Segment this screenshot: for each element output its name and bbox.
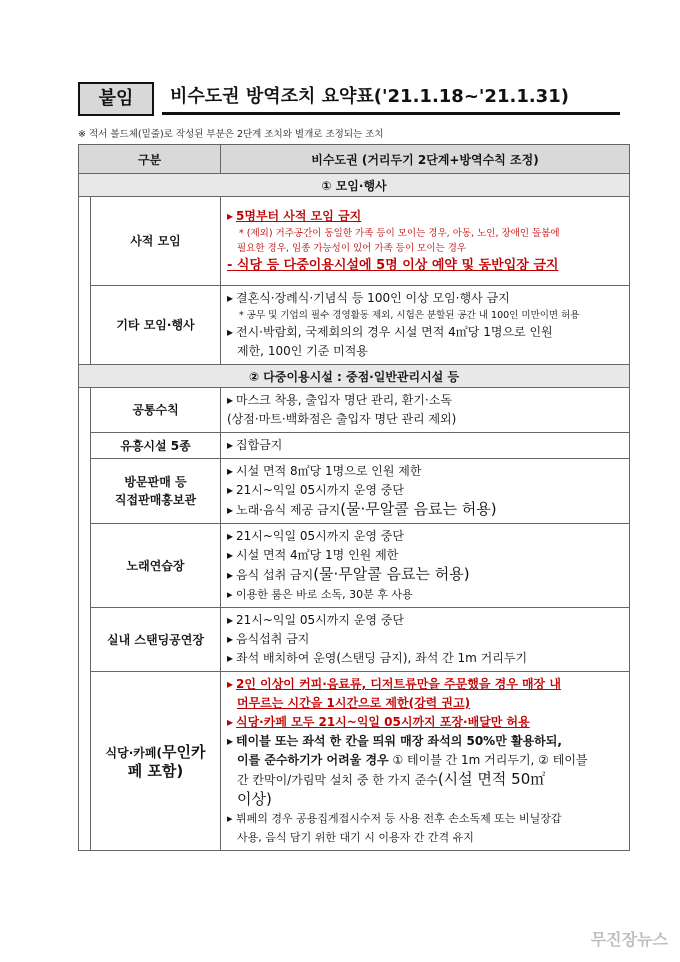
content-line: ▸ 시설 면적 4㎡당 1명 인원 제한 — [227, 548, 399, 562]
row-label: 기타 모임·행사 — [91, 286, 221, 365]
row-content — [221, 286, 630, 365]
content-line: 필요한 경우, 임종 가능성이 있어 가족 등이 모이는 경우 — [237, 243, 467, 254]
content-line: ▸ 음식섭취 금지 — [227, 632, 310, 646]
page-title: 비수도권 방역조치 요약표('21.1.18~'21.1.31) — [162, 82, 620, 115]
watermark-logo: 무진장뉴스 — [590, 930, 668, 949]
content-line: * 공무 및 기업의 필수 경영활동 제외, 시험은 분할된 공간 내 100인 미만이면 허용 — [239, 310, 580, 321]
row-content — [221, 197, 630, 286]
content-line: - 식당 등 다중이용시설에 5명 이상 예약 및 동반입장 금지 — [227, 258, 559, 273]
content-line: * (제외) 거주공간이 동일한 가족 등이 모이는 경우, 아동, 노인, 장애인 돌봄에 — [239, 228, 560, 239]
row-gutter — [79, 388, 91, 851]
content-line: ▸ 음식 섭취 금지(물·무알콜 음료는 허용) — [227, 565, 470, 583]
content-line: ▸ 21시~익일 05시까지 운영 중단 — [227, 529, 404, 543]
note-text: ※ 적서 볼드체(밑줄)로 작성된 부분은 2단계 조치와 별개로 조정되는 조치 — [78, 129, 384, 140]
section-title: ① 모임·행사 — [79, 174, 630, 197]
content-line: ▸ 결혼식·장례식·기념식 등 100인 이상 모임·행사 금지 — [227, 291, 510, 305]
row-label: 실내 스탠딩공연장 — [91, 608, 221, 672]
table-row — [79, 524, 630, 608]
row-label: 방문판매 등 직접판매홍보관 — [91, 459, 221, 524]
content-line: ▸ 식당·카페 모두 21시~익일 05시까지 포장·배달만 허용 — [227, 715, 530, 729]
row-label: 유흥시설 5종 — [91, 433, 221, 459]
row-content — [221, 459, 630, 524]
table-row — [79, 608, 630, 672]
header-category: 구분 — [79, 145, 221, 174]
content-line: ▸ 시설 면적 8㎡당 1명으로 인원 제한 — [227, 464, 422, 478]
content-line: ▸ 노래·음식 제공 금지(물·무알콜 음료는 허용) — [227, 500, 497, 518]
row-content — [221, 672, 630, 851]
title-row — [78, 82, 618, 116]
header-content: 비수도권 (거리두기 2단계+방역수칙 조정) — [221, 145, 630, 174]
content-line: ▸ 테이블 또는 좌석 한 칸을 띄워 매장 좌석의 50%만 활용하되, — [227, 734, 562, 748]
row-content — [221, 524, 630, 608]
section-title: ② 다중이용시설 : 중점·일반관리시설 등 — [79, 365, 630, 388]
content-line: ▸ 마스크 착용, 출입자 명단 관리, 환기·소독 — [227, 393, 452, 407]
row-label: 공통수칙 — [91, 388, 221, 433]
content-line: ▸ 5명부터 사적 모임 금지 — [227, 209, 362, 223]
content-line: ▸ 21시~익일 05시까지 운영 중단 — [227, 483, 404, 497]
table-row — [79, 197, 630, 286]
row-label: 식당·카페(무인카 페 포함) — [91, 672, 221, 851]
row-gutter — [79, 197, 91, 365]
row-label: 노래연습장 — [91, 524, 221, 608]
row-content — [221, 433, 630, 459]
table-row — [79, 672, 630, 851]
content-line: 이상) — [237, 790, 272, 808]
table-header-row — [79, 145, 630, 174]
content-line: 사용, 음식 담기 위한 대기 시 이용자 간 간격 유지 — [237, 831, 474, 844]
content-line: ▸ 2인 이상이 커피·음료류, 디저트류만을 주문했을 경우 매장 내 — [227, 677, 561, 691]
content-line: (상점·마트·백화점은 출입자 명단 관리 제외) — [227, 412, 457, 426]
table-row — [79, 433, 630, 459]
content-line: ▸ 이용한 룸은 바로 소독, 30분 후 사용 — [227, 588, 413, 601]
content-line: ▸ 21시~익일 05시까지 운영 중단 — [227, 613, 404, 627]
content-line: ▸ 좌석 배치하여 운영(스탠딩 금지), 좌석 간 1m 거리두기 — [227, 651, 528, 665]
row-content — [221, 608, 630, 672]
table-row — [79, 286, 630, 365]
content-line: ▸ 집합금지 — [227, 438, 283, 452]
content-line: 간 칸막이/가림막 설치 중 한 가지 준수(시설 면적 50㎡ — [237, 770, 546, 788]
row-content — [221, 388, 630, 433]
row-label: 사적 모임 — [91, 197, 221, 286]
table-row — [79, 459, 630, 524]
content-line: 제한, 100인 기준 미적용 — [237, 344, 368, 358]
content-line: 머무르는 시간을 1시간으로 제한(강력 권고) — [237, 696, 471, 710]
section-row — [79, 174, 630, 197]
measures-table — [78, 144, 630, 851]
section-row — [79, 365, 630, 388]
table-row — [79, 388, 630, 433]
content-line: ▸ 뷔페의 경우 공용집게접시수저 등 사용 전후 손소독제 또는 비닐장갑 — [227, 812, 562, 825]
content-line: ▸ 전시·박람회, 국제회의의 경우 시설 면적 4㎡당 1명으로 인원 — [227, 325, 553, 339]
content-line: 이를 준수하기가 어려울 경우 ① 테이블 간 1m 거리두기, ② 테이블 — [237, 753, 588, 767]
attachment-badge: 붙임 — [78, 82, 154, 116]
